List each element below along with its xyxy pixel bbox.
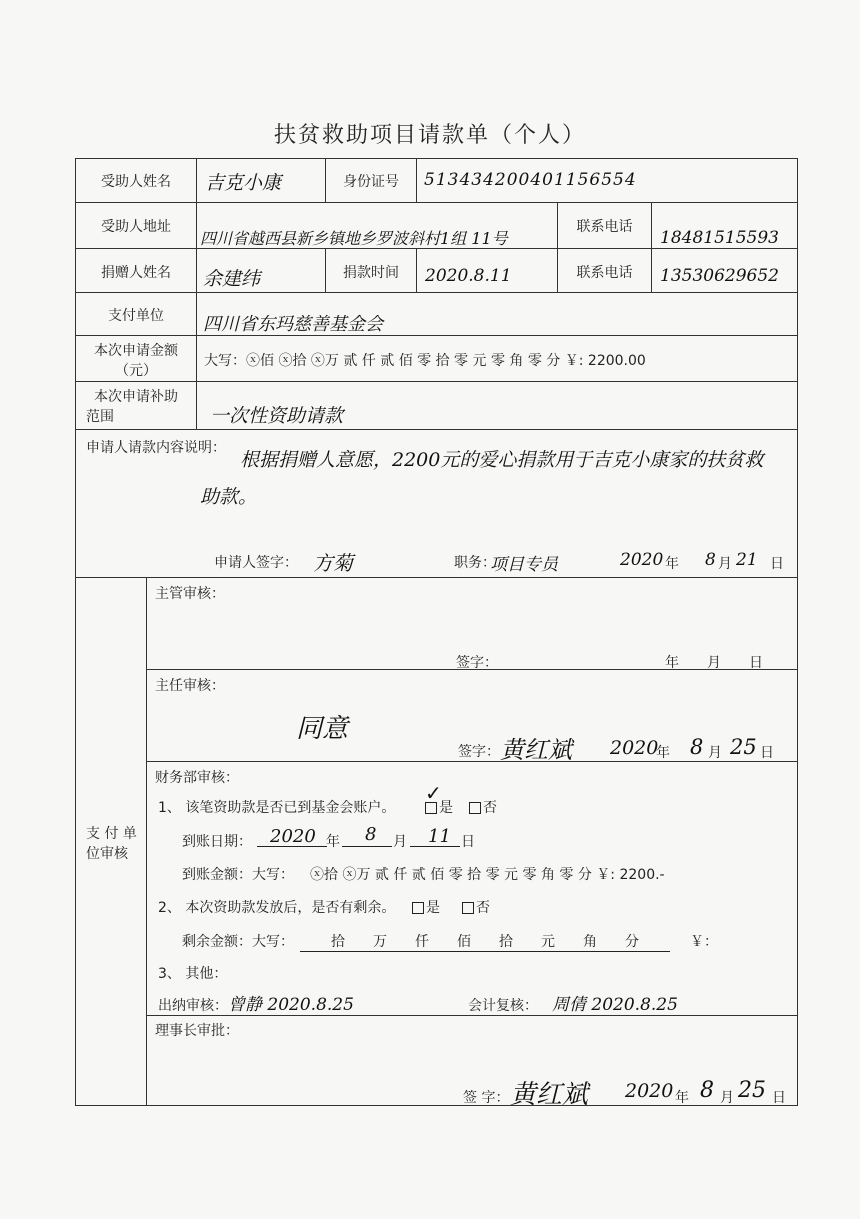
arrive-amount-label: 到账金额：大写： [182,867,294,883]
scope-label: 本次申请补助 [94,389,178,405]
chair-year-unit: 年 [675,1090,689,1106]
question-3: 3、 其他： [158,966,228,982]
duty: 项目专员 [490,555,558,575]
supervisor-sign-label: 签字： [456,655,498,671]
chair-label: 理事长审批： [155,1023,239,1039]
explanation-day-unit: 日 [770,556,784,572]
q2-yes-option[interactable] [410,897,440,917]
question-1: 1、 该笔资助款是否已到基金会账户。 [158,800,396,816]
arrive-year: 2020 [270,826,316,847]
accountant-label: 会计复核： [468,998,538,1014]
amount-label-unit: （元） [115,363,157,379]
remain-units: 拾 万 仟 佰 拾 元 角 分 [300,931,670,952]
director-month-unit: 月 [708,745,722,761]
phone-1: 18481515593 [660,228,779,248]
director-label: 主任审核： [155,678,225,694]
q2-yes-label: 是 [426,900,440,916]
beneficiary-name-label: 受助人姓名 [101,174,171,190]
q2-no-checkbox[interactable] [462,902,474,914]
donor-name: 余建纬 [203,268,261,290]
explanation-day: 21 [736,550,758,570]
q1-no-label: 否 [483,800,497,816]
arrive-month-unit: 月 [393,834,407,850]
cashier-sign: 曾静 2020.8.25 [228,995,354,1015]
arrive-amount: ⓧ拾 ⓧ万 贰 仟 贰 佰 零 拾 零 元 零 角 零 分 ￥: 2200.- [310,867,665,883]
supervisor-label: 主管审核： [155,586,225,602]
director-month: 8 [690,735,704,759]
accountant-sign: 周倩 2020.8.25 [552,995,678,1015]
director-year-unit: 年 [656,745,670,761]
explanation-month-unit: 月 [718,556,732,572]
chair-day-unit: 日 [772,1090,786,1106]
remain-yen: ￥： [690,934,718,950]
beneficiary-name: 吉克小康 [205,172,282,194]
q1-check-mark-icon: ✓ [425,781,442,805]
remain-amount-label: 剩余金额：大写： [182,934,294,950]
donor-name-label: 捐赠人姓名 [101,265,171,281]
phone-label-2: 联系电话 [576,265,633,281]
review-side-label-2: 位审核 [86,846,128,862]
id-number: 513434200401156554 [424,170,637,190]
amount-text: 大写：ⓧ佰 ⓧ拾 ⓧ万 贰 仟 贰 佰 零 拾 零 元 零 角 零 分 ￥: 2200.00 [204,353,646,369]
director-day: 25 [730,735,757,759]
chair-month: 8 [700,1078,714,1103]
q2-yes-checkbox[interactable] [412,902,424,914]
payer-label: 支付单位 [108,308,164,324]
finance-label: 财务部审核： [155,770,239,786]
amount-label: 本次申请金额 [94,343,178,359]
director-day-unit: 日 [760,745,774,761]
chair-sign: 黄红斌 [510,1080,589,1110]
q2-no-option[interactable] [460,897,490,917]
arrive-month: 8 [365,824,377,845]
address-label: 受助人地址 [101,219,171,235]
explanation-year-unit: 年 [665,556,679,572]
arrive-year-unit: 年 [326,834,340,850]
explanation-year: 2020 [620,550,664,570]
director-year: 2020 [610,737,659,759]
chair-sign-label: 签 字： [463,1090,510,1106]
review-side-label: 支 付 单 [86,826,137,842]
q2-no-label: 否 [476,900,490,916]
id-number-label: 身份证号 [343,174,399,190]
chair-day: 25 [738,1078,766,1103]
phone-2: 13530629652 [660,266,779,286]
q1-no-option[interactable] [467,797,497,817]
supervisor-date: 年 月 日 [665,655,763,671]
document-title: 扶贫救助项目请款单（个人） [273,123,586,148]
q1-no-checkbox[interactable] [469,802,481,814]
arrive-day-unit: 日 [461,834,475,850]
donation-time-label: 捐款时间 [343,265,399,281]
arrive-date-label: 到账日期： [182,834,252,850]
explanation-month: 8 [705,550,716,570]
explanation-label: 申请人请款内容说明： [86,440,226,456]
address: 四川省越西县新乡镇地乡罗波斜村1组 11号 [200,229,508,248]
donation-time: 2020.8.11 [425,266,512,286]
explanation-line-1: 根据捐赠人意愿，2200元的爱心捐款用于吉克小康家的扶贫救 [240,449,764,471]
applicant-sign-label: 申请人签字： [214,555,298,571]
q1-yes-label: 是 [439,800,453,816]
applicant-sign: 方菊 [313,551,353,575]
scope: 一次性资助请款 [210,405,344,427]
arrive-day: 11 [428,826,451,847]
arrive-month-line [342,846,392,847]
scope-label-2: 范围 [86,409,114,425]
payer: 四川省东玛慈善基金会 [203,314,383,335]
explanation-line-2: 助款。 [200,486,258,508]
cashier-label: 出纳审核： [158,998,228,1014]
director-sign: 黄红斌 [500,736,572,764]
director-comment: 同意 [296,714,349,744]
question-2: 2、 本次资助款发放后，是否有剩余。 [158,900,396,916]
duty-label: 职务： [454,555,496,571]
chair-year: 2020 [625,1080,674,1102]
phone-label-1: 联系电话 [576,219,633,235]
director-sign-label: 签字： [458,744,500,760]
chair-month-unit: 月 [720,1090,734,1106]
